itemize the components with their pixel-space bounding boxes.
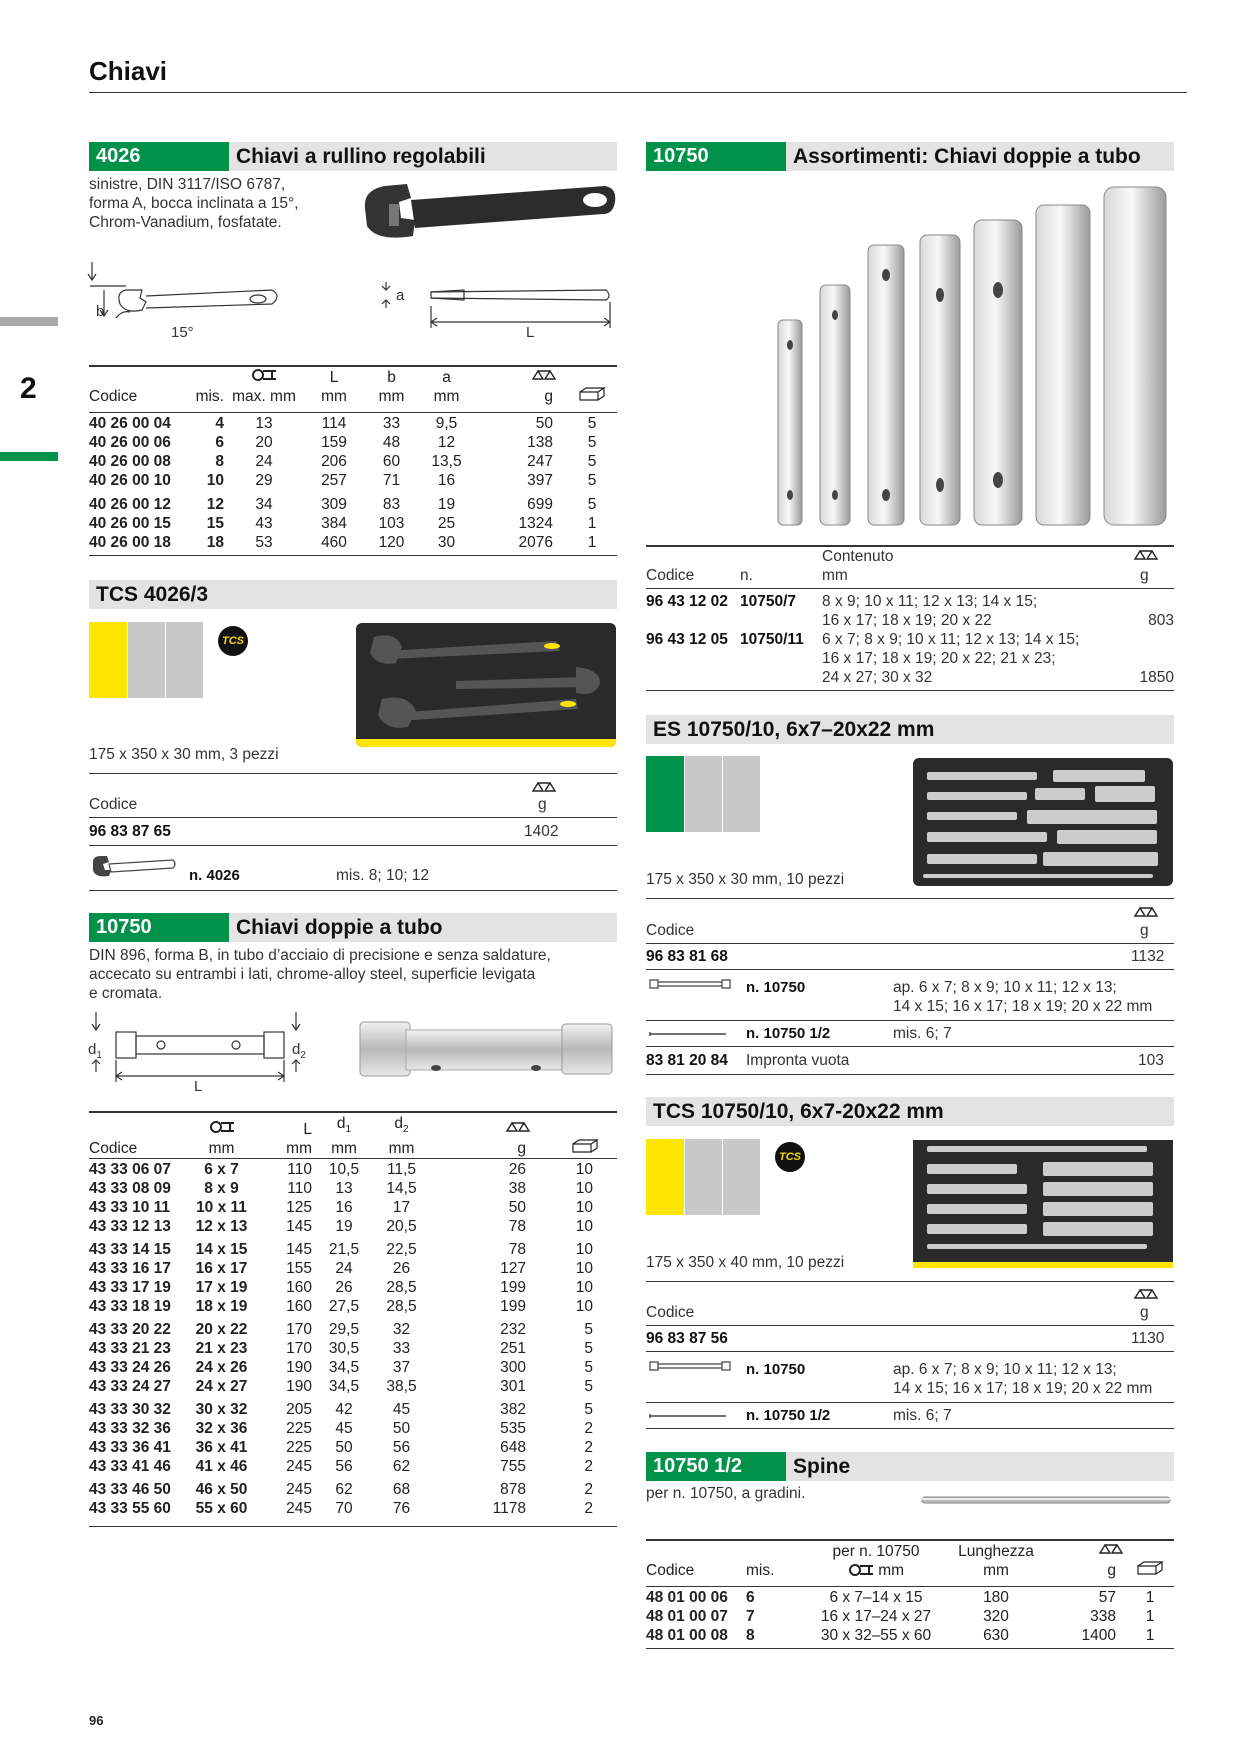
package-icon (1136, 1561, 1164, 1575)
table-row: 48 01 00 06 6 6 x 7–14 x 15 180 57 1 (646, 1589, 1155, 1606)
table-row: 43 33 30 32 30 x 32 205 42 45 382 5 (89, 1401, 593, 1418)
weight-value: 1402 (524, 823, 559, 840)
section-title: ES 10750/10, 6x7–20x22 mm (653, 718, 935, 741)
table-rule (89, 773, 617, 774)
small-wrench-icon (89, 854, 179, 880)
table-rule (646, 1020, 1174, 1021)
scale-weight-icon (531, 780, 557, 794)
product-description: per n. 10750, a gradini. (646, 1485, 806, 1502)
table-rule (646, 1586, 1174, 1587)
section-title: Spine (793, 1455, 851, 1478)
table-row: 43 33 06 07 6 x 7 110 10,5 11,5 26 10 (89, 1161, 593, 1178)
table-row: 43 33 41 46 41 x 46 245 56 62 755 2 (89, 1458, 593, 1475)
svg-text:15°: 15° (171, 324, 194, 341)
table-rule (646, 898, 1174, 899)
tcs-badge-icon: TCS (218, 626, 248, 656)
tcs-badge-icon: TCS (775, 1142, 805, 1172)
article-code: 83 81 20 84 (646, 1052, 728, 1069)
table-row: 43 33 18 19 18 x 19 160 27,5 28,5 199 10 (89, 1298, 593, 1315)
color-swatch-green (646, 756, 684, 832)
section-title: Chiavi doppie a tubo (236, 916, 443, 939)
section-header-spine (646, 1452, 1174, 1481)
table-row: 48 01 00 08 8 30 x 32–55 x 60 630 1400 1 (646, 1627, 1155, 1644)
table-rule (646, 690, 1174, 691)
side-tab-marker (0, 317, 58, 326)
table-rule (646, 545, 1174, 547)
pin-small-icon (646, 1026, 736, 1040)
scale-weight-icon (505, 1120, 531, 1134)
es-size-text: 175 x 350 x 30 mm, 10 pezzi (646, 871, 845, 888)
section-header-10750 (89, 913, 617, 942)
article-code: 96 83 87 65 (89, 823, 171, 840)
color-swatch-yellow (89, 622, 127, 698)
section-title: TCS 4026/3 (96, 583, 209, 606)
table-rule (646, 1402, 1174, 1403)
table-rule (646, 969, 1174, 970)
table-rule (89, 845, 617, 846)
article-number: 10750 (89, 913, 229, 942)
table-row: 43 33 16 17 16 x 17 155 24 26 127 10 (89, 1260, 593, 1277)
table-10750-header: L $d_1$ $d_2$ Codice mm mm mm mm g (89, 1114, 617, 1158)
table-row: 43 33 14 15 14 x 15 145 21,5 22,5 78 10 (89, 1241, 593, 1258)
package-icon (571, 1139, 599, 1153)
table-rule (89, 555, 617, 556)
table-row: 43 33 08 09 8 x 9 110 13 14,5 38 10 (89, 1180, 593, 1197)
tcs-insert-photo (356, 623, 616, 747)
svg-text:d2: $d_2$ (292, 1041, 306, 1061)
table-row: 48 01 00 07 7 16 x 17–24 x 27 320 338 1 (646, 1608, 1155, 1625)
color-swatch-yellow (646, 1139, 684, 1215)
tube-wrench-small-icon (646, 976, 736, 992)
table-rule (89, 412, 617, 413)
table-row: 43 33 10 11 10 x 11 125 16 17 50 10 (89, 1199, 593, 1216)
weight-value: 103 (1138, 1052, 1164, 1069)
table-row: 40 26 00 10 10 29 257 71 16 397 5 (89, 472, 597, 489)
table-row: 40 26 00 06 6 20 159 48 12 138 5 (89, 434, 597, 451)
tcs-size-text: 175 x 350 x 40 mm, 10 pezzi (646, 1254, 845, 1271)
wrench-opening-icon (251, 368, 277, 382)
section-title: TCS 10750/10, 6x7-20x22 mm (653, 1100, 944, 1123)
weight-value: 1850 (1139, 669, 1174, 686)
table-row: 43 33 12 13 12 x 13 145 19 20,5 78 10 (89, 1218, 593, 1235)
table-row: 43 33 17 19 17 x 19 160 26 28,5 199 10 (89, 1279, 593, 1296)
package-icon (578, 387, 606, 401)
table-rule (89, 1111, 617, 1113)
article-code: 96 43 12 05 (646, 631, 728, 648)
wrench-opening-icon (209, 1120, 235, 1134)
product-description: DIN 896, forma B, in tubo d’acciaio di precisione e senza saldature, accecato su entrambi i lati, chrome-alloy steel, superficie levigata e cromata. (89, 947, 551, 1002)
table-row: 43 33 21 23 21 x 23 170 30,5 33 251 5 (89, 1340, 593, 1357)
table-row: 43 33 24 26 24 x 26 190 34,5 37 300 5 (89, 1359, 593, 1376)
table-spine-body (646, 1588, 1174, 1645)
color-swatch-gray (723, 756, 760, 832)
wrench-opening-icon (848, 1563, 874, 1577)
scale-weight-icon (531, 368, 557, 382)
table-row: 40 26 00 08 8 24 206 60 13,5 247 5 (89, 453, 597, 470)
table-row: 40 26 00 12 12 34 309 83 19 699 5 (89, 493, 617, 514)
table-row: 43 33 46 50 46 x 50 245 62 68 878 2 (89, 1481, 593, 1498)
table-rule (646, 1428, 1174, 1429)
scale-weight-icon (1133, 1287, 1159, 1301)
adjustable-wrench-photo (355, 178, 620, 258)
svg-text:d1: $d_1$ (88, 1041, 102, 1061)
table-rule (89, 1526, 617, 1527)
es-insert-photo (913, 758, 1173, 886)
weight-value: 1132 (1131, 948, 1165, 965)
table-rule (646, 1351, 1174, 1352)
color-swatch-gray (685, 756, 722, 832)
pin-small-icon (646, 1408, 736, 1422)
section-header-assortimenti (646, 142, 1174, 171)
table-rule (646, 1539, 1174, 1541)
table-row: 43 33 24 27 24 x 27 190 34,5 38,5 301 5 (89, 1378, 593, 1395)
color-swatch-gray (166, 622, 203, 698)
content-detail: mis. 8; 10; 12 (336, 867, 430, 884)
page-title: Chiavi (89, 56, 168, 86)
product-description: sinistre, DIN 3117/ISO 6787, forma A, bocca inclinata a 15°, Chrom-Vanadium, fosfatate. (89, 176, 299, 231)
content-ref: n. 4026 (189, 867, 240, 884)
color-swatch-gray (685, 1139, 722, 1215)
table-rule (89, 890, 617, 891)
section-header-4026 (89, 142, 617, 171)
section-title: Chiavi a rullino regolabili (236, 145, 486, 168)
table-header-row: L b a (89, 368, 617, 387)
table-rule (646, 588, 1174, 589)
table-rule (646, 1046, 1174, 1047)
table-rule (646, 1325, 1174, 1326)
table-rule (89, 365, 617, 367)
table-rule (646, 1074, 1174, 1075)
page-number: 96 (89, 1713, 104, 1728)
tcs-10750-insert-photo (913, 1140, 1173, 1268)
tube-wrench-dimension-drawing (86, 1012, 326, 1092)
article-code: 96 83 81 68 (646, 948, 728, 965)
tube-wrench-photo (356, 1016, 616, 1082)
svg-text:b: b (96, 303, 105, 320)
table-rule (89, 1158, 617, 1159)
table-row: 40 26 00 04 4 13 114 33 9,5 50 5 (89, 415, 597, 432)
svg-text:a: a (396, 287, 405, 304)
article-number: 4026 (89, 142, 229, 171)
table-spine-header: per n. 10750 Lunghezza Codice mis. mm mm g (646, 1542, 1174, 1580)
table-rule (89, 817, 617, 818)
table-10750-body (89, 1160, 617, 1518)
table-row: 40 26 00 18 18 53 460 120 30 2076 1 (89, 533, 597, 551)
table-row: 43 33 55 60 55 x 60 245 70 76 1178 2 (89, 1500, 593, 1517)
weight-value: 1130 (1131, 1330, 1165, 1347)
title-divider (89, 92, 1187, 93)
pin-photo (920, 1493, 1174, 1507)
svg-text:L: L (194, 1078, 203, 1092)
article-code: 96 83 87 56 (646, 1330, 728, 1347)
section-header-es-10750 (646, 715, 1174, 744)
wrench-dimension-drawing (86, 262, 626, 342)
color-swatch-gray (128, 622, 165, 698)
table-4026-body (89, 414, 617, 552)
side-tab-marker-active (0, 452, 58, 461)
tube-wrench-set-photo (770, 185, 1170, 530)
article-code: 96 43 12 02 (646, 593, 728, 610)
article-number: 10750 1/2 (646, 1452, 786, 1481)
section-header-tcs-10750 (646, 1097, 1174, 1126)
color-swatch-gray (723, 1139, 760, 1215)
table-4026: L b a Codice mis. max. mm mm mm mm g (89, 368, 617, 406)
table-row: 43 33 36 41 36 x 41 225 50 56 648 2 (89, 1439, 593, 1456)
table-row: 43 33 32 36 32 x 36 225 45 50 535 2 (89, 1420, 593, 1437)
table-rule (646, 1281, 1174, 1282)
tcs-size-text: 175 x 350 x 30 mm, 3 pezzi (89, 746, 279, 763)
section-header-tcs-4026 (89, 580, 617, 609)
weight-value: 803 (1148, 612, 1174, 629)
table-rule (646, 1648, 1174, 1649)
scale-weight-icon (1098, 1542, 1124, 1556)
chapter-number: 2 (20, 372, 37, 405)
svg-text:L: L (526, 324, 535, 341)
scale-weight-icon (1133, 905, 1159, 919)
table-rule (646, 943, 1174, 944)
tube-wrench-small-icon (646, 1358, 736, 1374)
table-row: 43 33 20 22 20 x 22 170 29,5 32 232 5 (89, 1321, 593, 1338)
article-number: 10750 (646, 142, 786, 171)
scale-weight-icon (1133, 548, 1159, 562)
section-title: Assortimenti: Chiavi doppie a tubo (793, 145, 1141, 168)
table-row: 40 26 00 15 15 43 384 103 25 1324 1 (89, 514, 597, 532)
